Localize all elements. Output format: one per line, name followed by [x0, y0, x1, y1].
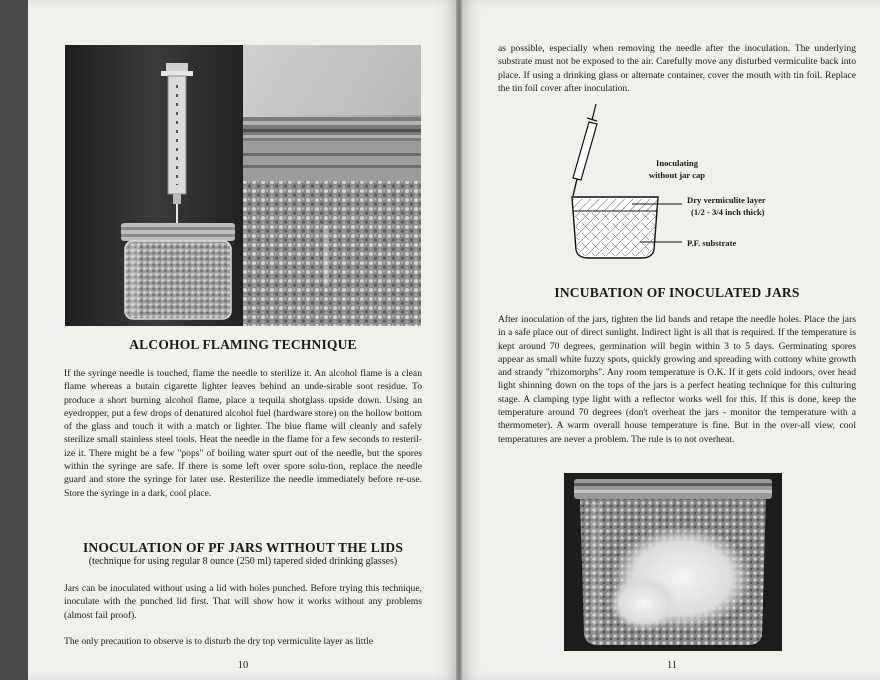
paragraph-continued: as possible, especially when removing the needle after the inoculation. The underlying substrate must not be exposed to the air. Carefully move any disturbed vermiculite back into place. If using a drinking glass or alternate container, cover the mouth with tin foil. Replace the tin foil cover after inoculation. [498, 43, 856, 94]
heading-inoculation-without-lids: INOCULATION OF PF JARS WITHOUT THE LIDS [82, 540, 404, 555]
page-number-left: 10 [237, 660, 249, 671]
heading-incubation: INCUBATION OF INOCULATED JARS [554, 285, 800, 300]
paragraph-precaution: The only precaution to observe is to disturb the dry top vermiculite layer as little [64, 636, 374, 647]
label-thickness: (1/2 - 3/4 inch thick) [691, 207, 765, 217]
photo-syringe-on-jar [65, 45, 243, 326]
page-number-right: 11 [666, 660, 678, 671]
right-page [462, 0, 880, 680]
label-dry-vermiculite: Dry vermiculite layer [687, 195, 766, 205]
subheading-inoculation: (technique for using regular 8 ounce (250 ml) tapered sided drinking glasses) [88, 556, 398, 567]
paragraph-incubation: After inoculation of the jars, tighten the lid bands and retape the needle holes. Place the jars in a safe place out of direct sunlight. Indirect light is all that is required. If the temperature is kept around 70 degrees, germination will begin within 3 to 5 days. Germinating spores appear as small white fuzzy spots, quickly growing and spreading with cottony white growth and strandy "rhizomorphs". Any room temperature is O.K. If it gets cold indoors, over head light shinning down on the tops of the jars is a perfect heating technique for this culturing stage. A clamping type light with a reflector works well for this. If this is done, keep the temperature around 70 degrees (don't overheat the jars - monitor the temperature with a thermometer). A warm overall house temperature is fine. But in the over-all view, cool temperatures are never a problem. The rule is to not overheat. [498, 314, 856, 445]
paragraph-jars-without-lid: Jars can be inoculated without using a lid with holes punched. Before trying this technique, inoculate with the punched lid first. That will show how it works without any problems (almost fail proof). [64, 583, 422, 621]
label-inoculating: Inoculating [655, 158, 699, 168]
syringe-icon [573, 104, 597, 196]
label-without-jar-cap: without jar cap [648, 170, 706, 180]
heading-alcohol-flaming: ALCOHOL FLAMING TECHNIQUE [129, 337, 357, 352]
inoculation-diagram [562, 100, 862, 270]
jar-diagram [572, 197, 658, 258]
photo-colonized-jar [564, 473, 782, 651]
paragraph-alcohol-flaming: If the syringe needle is touched, flame the needle to sterilize it. An alcohol flame is a clean flame whereas a butain cigarette lighter leaves behind an unde-sirable soot residue. To produce a short burning alcohol flame, place a tequila shotglass upside down. Using an eyedropper, put a few drops of denatured alcohol fuel (hardware store) on the hollow bottom of the glass and touch it with a match or lighter. The blue flame will cleanly and safely sterilize small stainless steel tools. Heat the needle in the flame for a few seconds to resteril-ize it. There might be a few "pops" of boiling water spurt out of the needle, but the spores within the syringe are safe. If there is some left over spore solu-tion, replace the needle guard and store the syringe for later use. Resterilize the needle immediately before re-use. Store the syringe in a dark, cool place. [64, 368, 422, 499]
label-pf-substrate: P.F. substrate [687, 238, 737, 248]
photo-jar-closeup [243, 45, 421, 326]
left-page [28, 0, 456, 680]
